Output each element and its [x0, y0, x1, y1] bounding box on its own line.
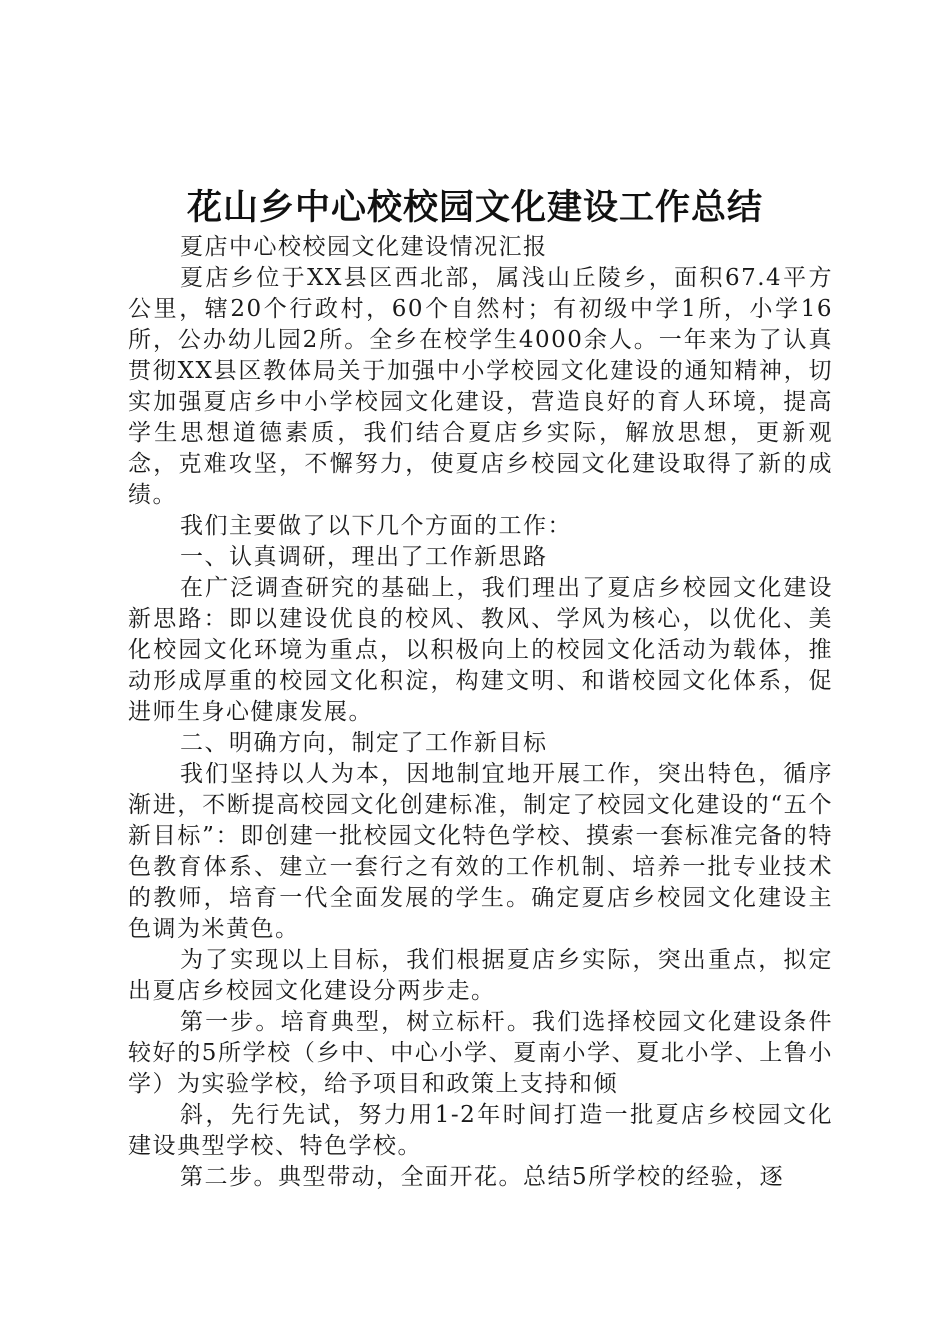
section-heading-2: 二、明确方向，制定了工作新目标 [180, 730, 548, 756]
section-heading-1: 一、认真调研，理出了工作新思路 [180, 544, 548, 570]
paragraph-subtitle: 夏店中心校校园文化建设情况汇报 [180, 234, 548, 260]
paragraph-step-1: 第一步。培育典型，树立标杆。我们选择校园文化建设条件较好的5所学校（乡中、中心小学、夏南小学、夏北小学、上鲁小学）为实验学校，给予项目和政策上支持和倾 [128, 1009, 833, 1097]
document-body [128, 232, 833, 1193]
paragraph-step-1-cont: 斜，先行先试，努力用1-2年时间打造一批夏店乡校园文化建设典型学校、特色学校。 [128, 1102, 833, 1159]
document-title: 花山乡中心校校园文化建设工作总结 [186, 187, 763, 228]
paragraph-step-2: 第二步。典型带动，全面开花。总结5所学校的经验，逐 [180, 1164, 785, 1190]
paragraph-section-1: 在广泛调查研究的基础上，我们理出了夏店乡校园文化建设新思路：即以建设优良的校风、教风、学风为核心，以优化、美化校园文化环境为重点，以积极向上的校园文化活动为载体，推动形成厚重的校园文化积淀，构建文明、和谐校园文化体系，促进师生身心健康发展。 [128, 575, 833, 725]
paragraph-goal-plan: 为了实现以上目标，我们根据夏店乡实际，突出重点，拟定出夏店乡校园文化建设分两步走。 [128, 947, 833, 1004]
paragraph-work-lead: 我们主要做了以下几个方面的工作： [180, 513, 572, 539]
paragraph-intro: 夏店乡位于XX县区西北部，属浅山丘陵乡，面积67.4平方公里，辖20个行政村，60个自然村；有初级中学1所，小学16所，公办幼儿园2所。全乡在校学生4000余人。一年来为了认真贯彻XX县区教体局关于加强中小学校园文化建设的通知精神，切实加强夏店乡中小学校园文化建设，营造良好的育人环境，提高学生思想道德素质，我们结合夏店乡实际，解放思想，更新观念，克难攻坚，不懈努力，使夏店乡校园文化建设取得了新的成绩。 [128, 265, 833, 508]
paragraph-section-2: 我们坚持以人为本，因地制宜地开展工作，突出特色，循序渐进，不断提高校园文化创建标准，制定了校园文化建设的“五个新目标”：即创建一批校园文化特色学校、摸索一套标准完备的特色教育体系、建立一套行之有效的工作机制、培养一批专业技术的教师，培育一代全面发展的学生。确定夏店乡校园文化建设主色调为米黄色。 [128, 761, 833, 942]
